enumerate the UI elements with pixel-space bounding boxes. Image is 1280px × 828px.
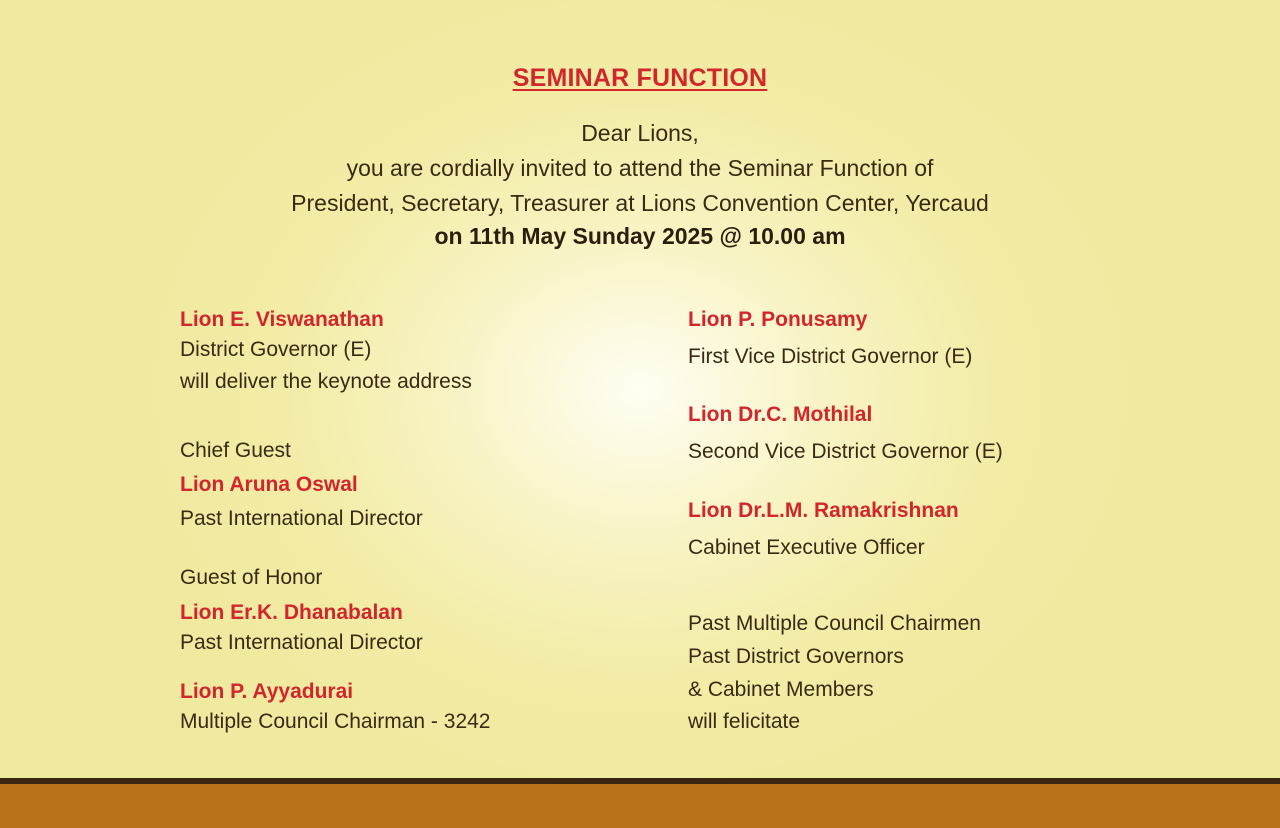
chief-guest-name: Lion Aruna Oswal xyxy=(180,473,358,496)
felicitate-line-4: will felicitate xyxy=(688,710,801,733)
invitation-text xyxy=(0,116,1280,251)
council-chairman-name: Lion P. Ayyadurai xyxy=(180,680,354,703)
felicitate-line-1: Past Multiple Council Chairmen xyxy=(688,612,981,635)
greeting: Dear Lions, xyxy=(581,120,699,146)
chief-guest-label: Chief Guest xyxy=(180,439,291,462)
venue-line: President, Secretary, Treasurer at Lions Convention Center, Yercaud xyxy=(291,190,989,216)
date-time: on 11th May Sunday 2025 @ 10.00 am xyxy=(434,223,846,249)
first-vdg-name: Lion P. Ponusamy xyxy=(688,308,868,331)
second-vdg-role: Second Vice District Governor (E) xyxy=(688,440,1003,463)
council-chairman-role: Multiple Council Chairman - 3242 xyxy=(180,710,491,733)
guest-of-honor-name: Lion Er.K. Dhanabalan xyxy=(180,601,403,624)
guest-of-honor-role: Past International Director xyxy=(180,631,423,654)
guest-of-honor-label: Guest of Honor xyxy=(180,566,323,589)
keynote-note: will deliver the keynote address xyxy=(180,370,472,393)
keynote-speaker-name: Lion E. Viswanathan xyxy=(180,308,384,331)
ceo-name: Lion Dr.L.M. Ramakrishnan xyxy=(688,499,959,522)
chief-guest-role: Past International Director xyxy=(180,507,423,530)
invitation-line: you are cordially invited to attend the Seminar Function of xyxy=(346,155,934,181)
keynote-speaker-role: District Governor (E) xyxy=(180,338,372,361)
felicitate-line-2: Past District Governors xyxy=(688,645,904,668)
ceo-role: Cabinet Executive Officer xyxy=(688,536,925,559)
page-title: SEMINAR FUNCTION xyxy=(512,64,768,92)
footer-band xyxy=(0,784,1280,828)
felicitate-line-3: & Cabinet Members xyxy=(688,678,874,701)
first-vdg-role: First Vice District Governor (E) xyxy=(688,345,973,368)
second-vdg-name: Lion Dr.C. Mothilal xyxy=(688,403,873,426)
